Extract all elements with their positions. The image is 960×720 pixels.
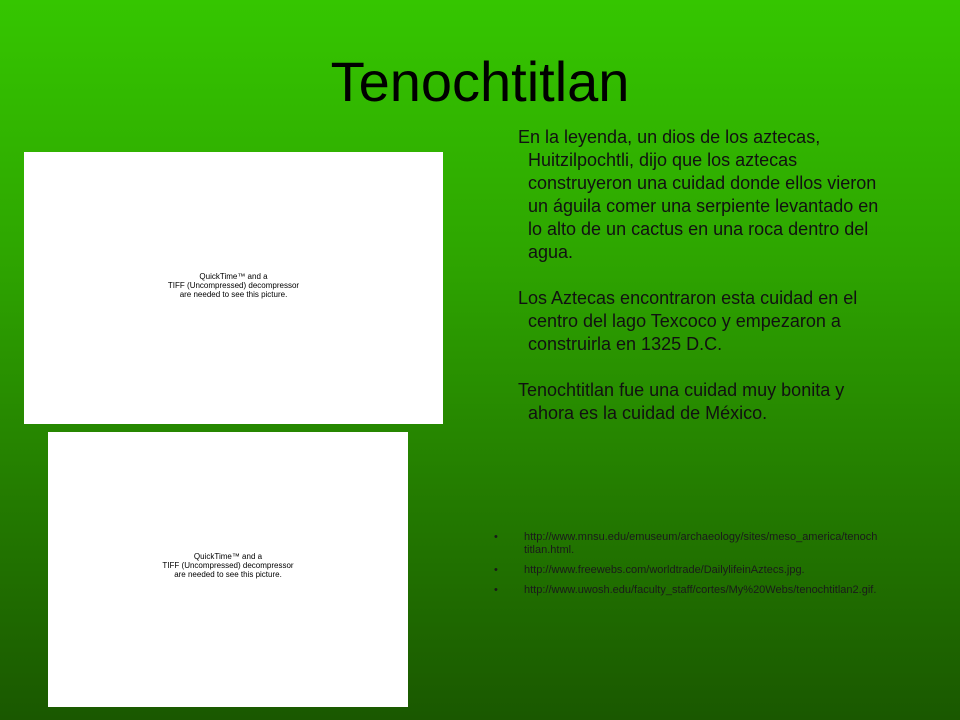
- paragraph-legend: En la leyenda, un dios de los aztecas, Huitzilpochtli, dijo que los aztecas construyeron una cuidad donde ellos vieron un águila comer una serpiente levantado en lo alto de un cactus en una roca dentro del agua.: [518, 127, 879, 262]
- source-link[interactable]: [494, 564, 879, 577]
- slide-title: Tenochtitlan: [330, 50, 630, 113]
- quicktime-placeholder-text: QuickTime™ and a TIFF (Uncompressed) decompressor are needed to see this picture.: [167, 272, 300, 299]
- bullet-icon: •: [494, 564, 498, 576]
- source-link-text[interactable]: http://www.freewebs.com/worldtrade/DailylifeinAztecs.jpg.: [524, 564, 805, 576]
- image-placeholder-bottom: [48, 432, 408, 707]
- paragraph-today: Tenochtitlan fue una cuidad muy bonita y ahora es la cuidad de México.: [518, 380, 845, 423]
- quicktime-placeholder-text: QuickTime™ and a TIFF (Uncompressed) decompressor are needed to see this picture.: [162, 552, 294, 579]
- bullet-icon: •: [494, 584, 498, 596]
- bullet-icon: •: [494, 531, 498, 543]
- paragraph-founding: Los Aztecas encontraron esta cuidad en el centro del lago Texcoco y empezaron a construirla en 1325 D.C.: [518, 288, 858, 354]
- source-link-text[interactable]: http://www.uwosh.edu/faculty_staff/cortes/My%20Webs/tenochtitlan2.gif.: [524, 584, 877, 596]
- source-links-list: [494, 531, 879, 604]
- image-placeholder-top: [24, 152, 443, 424]
- source-link[interactable]: [494, 584, 879, 597]
- body-text: [510, 126, 880, 448]
- source-link[interactable]: [494, 531, 879, 557]
- source-link-text[interactable]: http://www.mnsu.edu/emuseum/archaeology/sites/meso_america/tenochtitlan.html.: [524, 531, 878, 556]
